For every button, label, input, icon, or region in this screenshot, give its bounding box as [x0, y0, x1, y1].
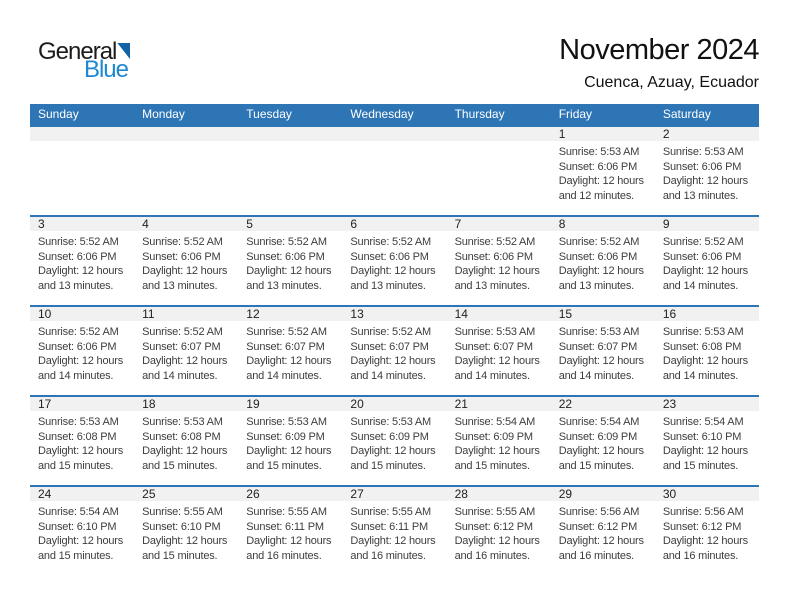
daylight-text-line1: Daylight: 12 hours — [662, 445, 748, 457]
logo-blue-text: Blue — [83, 56, 128, 83]
sunrise-text: Sunrise: 5:56 AM — [662, 506, 744, 518]
day-details — [447, 321, 551, 383]
day-cell — [447, 397, 551, 485]
day-details — [134, 411, 238, 473]
day-cell — [134, 217, 238, 305]
day-cell — [238, 217, 342, 305]
day-number: 4 — [134, 217, 238, 231]
sunrise-text: Sunrise: 5:53 AM — [142, 416, 223, 428]
day-cell — [447, 217, 551, 305]
day-details — [342, 501, 446, 563]
sunrise-text: Sunrise: 5:53 AM — [350, 416, 431, 428]
sunrise-text: Sunrise: 5:55 AM — [246, 506, 327, 518]
day-number: 24 — [30, 487, 134, 501]
sunset-text: Sunset: 6:09 PM — [558, 430, 638, 443]
daylight-text-line2: and 13 minutes. — [38, 279, 114, 292]
day-number: 11 — [134, 307, 238, 321]
day-number: 7 — [447, 217, 551, 231]
day-cell — [342, 397, 446, 485]
day-number: 10 — [30, 307, 134, 321]
day-details — [238, 231, 342, 293]
daylight-text-line2: and 13 minutes. — [558, 279, 634, 292]
daylight-text-line2: and 15 minutes. — [454, 459, 530, 472]
daylight-text-line2: and 14 minutes. — [662, 279, 739, 292]
day-cell — [238, 307, 342, 395]
day-number — [447, 127, 551, 141]
sunrise-text: Sunrise: 5:54 AM — [662, 416, 744, 428]
day-cell — [30, 397, 134, 485]
empty-day-cell — [238, 127, 342, 215]
daylight-text-line1: Daylight: 12 hours — [350, 265, 436, 277]
daylight-text-line2: and 14 minutes. — [38, 369, 114, 382]
sunrise-text: Sunrise: 5:52 AM — [558, 236, 640, 248]
week-row — [30, 485, 759, 575]
day-number: 5 — [238, 217, 342, 231]
day-cell — [551, 307, 655, 395]
sunset-text: Sunset: 6:08 PM — [38, 430, 117, 443]
daylight-text-line1: Daylight: 12 hours — [662, 535, 748, 547]
calendar-table — [30, 104, 759, 575]
sunrise-text: Sunrise: 5:54 AM — [558, 416, 640, 428]
day-cell — [342, 217, 446, 305]
day-details — [655, 411, 759, 473]
daylight-text-line2: and 13 minutes. — [142, 279, 218, 292]
day-cell — [134, 487, 238, 575]
day-number: 28 — [447, 487, 551, 501]
sunset-text: Sunset: 6:06 PM — [558, 250, 638, 263]
week-row — [30, 305, 759, 395]
day-details — [447, 501, 551, 563]
day-cell — [655, 127, 759, 215]
sunrise-text: Sunrise: 5:52 AM — [350, 326, 431, 338]
day-details — [238, 321, 342, 383]
daylight-text-line2: and 15 minutes. — [662, 459, 739, 472]
calendar-weeks — [30, 125, 759, 575]
daylight-text-line1: Daylight: 12 hours — [142, 535, 228, 547]
daylight-text-line1: Daylight: 12 hours — [142, 355, 228, 367]
daylight-text-line2: and 15 minutes. — [558, 459, 634, 472]
day-details — [342, 321, 446, 383]
daylight-text-line1: Daylight: 12 hours — [350, 355, 436, 367]
week-row — [30, 125, 759, 215]
day-number — [30, 127, 134, 141]
daylight-text-line1: Daylight: 12 hours — [38, 445, 124, 457]
sunrise-text: Sunrise: 5:54 AM — [454, 416, 536, 428]
day-cell — [447, 307, 551, 395]
empty-day-cell — [134, 127, 238, 215]
day-number: 22 — [551, 397, 655, 411]
day-details — [655, 501, 759, 563]
day-cell — [551, 127, 655, 215]
sunrise-text: Sunrise: 5:54 AM — [38, 506, 119, 518]
sunset-text: Sunset: 6:06 PM — [38, 250, 117, 263]
daylight-text-line2: and 14 minutes. — [454, 369, 530, 382]
sunrise-text: Sunrise: 5:53 AM — [246, 416, 327, 428]
day-number: 13 — [342, 307, 446, 321]
daylight-text-line2: and 13 minutes. — [246, 279, 322, 292]
daylight-text-line2: and 14 minutes. — [142, 369, 218, 382]
sunset-text: Sunset: 6:09 PM — [454, 430, 533, 443]
sunrise-text: Sunrise: 5:53 AM — [558, 146, 640, 158]
week-row — [30, 395, 759, 485]
daylight-text-line2: and 15 minutes. — [246, 459, 322, 472]
weekday-friday: Friday — [558, 107, 593, 121]
sunset-text: Sunset: 6:06 PM — [38, 340, 117, 353]
daylight-text-line1: Daylight: 12 hours — [38, 355, 124, 367]
day-number: 30 — [655, 487, 759, 501]
day-number: 8 — [551, 217, 655, 231]
sunrise-text: Sunrise: 5:53 AM — [662, 326, 744, 338]
daylight-text-line1: Daylight: 12 hours — [142, 265, 228, 277]
daylight-text-line1: Daylight: 12 hours — [38, 535, 124, 547]
sunset-text: Sunset: 6:07 PM — [558, 340, 638, 353]
daylight-text-line1: Daylight: 12 hours — [142, 445, 228, 457]
daylight-text-line1: Daylight: 12 hours — [662, 265, 748, 277]
daylight-text-line1: Daylight: 12 hours — [246, 445, 332, 457]
daylight-text-line1: Daylight: 12 hours — [662, 355, 748, 367]
day-cell — [342, 487, 446, 575]
weekday-saturday: Saturday — [662, 107, 711, 121]
daylight-text-line2: and 16 minutes. — [558, 549, 634, 562]
daylight-text-line2: and 15 minutes. — [38, 549, 114, 562]
daylight-text-line1: Daylight: 12 hours — [558, 175, 644, 187]
day-details — [551, 231, 655, 293]
day-number: 20 — [342, 397, 446, 411]
weekday-sunday: Sunday — [38, 107, 79, 121]
daylight-text-line2: and 14 minutes. — [558, 369, 634, 382]
day-cell — [134, 397, 238, 485]
daylight-text-line1: Daylight: 12 hours — [558, 445, 644, 457]
day-cell — [655, 217, 759, 305]
day-details — [551, 321, 655, 383]
sunrise-text: Sunrise: 5:55 AM — [350, 506, 431, 518]
weekday-thursday: Thursday — [454, 107, 505, 121]
day-number: 17 — [30, 397, 134, 411]
page-subtitle: Cuenca, Azuay, Ecuador — [584, 74, 759, 91]
sunset-text: Sunset: 6:07 PM — [246, 340, 325, 353]
daylight-text-line2: and 15 minutes. — [142, 459, 218, 472]
day-cell — [551, 397, 655, 485]
day-number — [342, 127, 446, 141]
daylight-text-line1: Daylight: 12 hours — [350, 445, 436, 457]
day-cell — [238, 397, 342, 485]
sunset-text: Sunset: 6:10 PM — [142, 520, 221, 533]
day-details — [30, 411, 134, 473]
daylight-text-line2: and 16 minutes. — [454, 549, 530, 562]
day-number: 26 — [238, 487, 342, 501]
day-number: 25 — [134, 487, 238, 501]
sunset-text: Sunset: 6:06 PM — [558, 160, 638, 173]
day-number — [238, 127, 342, 141]
daylight-text-line2: and 13 minutes. — [454, 279, 530, 292]
sunset-text: Sunset: 6:06 PM — [246, 250, 325, 263]
sunrise-text: Sunrise: 5:53 AM — [558, 326, 640, 338]
sunset-text: Sunset: 6:12 PM — [662, 520, 742, 533]
daylight-text-line1: Daylight: 12 hours — [246, 535, 332, 547]
sunset-text: Sunset: 6:08 PM — [662, 340, 742, 353]
daylight-text-line1: Daylight: 12 hours — [350, 535, 436, 547]
day-number: 27 — [342, 487, 446, 501]
day-details — [342, 231, 446, 293]
day-details — [655, 141, 759, 203]
sunrise-text: Sunrise: 5:52 AM — [454, 236, 536, 248]
daylight-text-line2: and 14 minutes. — [246, 369, 322, 382]
daylight-text-line2: and 12 minutes. — [558, 189, 634, 202]
day-details — [447, 411, 551, 473]
daylight-text-line1: Daylight: 12 hours — [246, 265, 332, 277]
sunset-text: Sunset: 6:12 PM — [454, 520, 533, 533]
sunrise-text: Sunrise: 5:52 AM — [662, 236, 744, 248]
daylight-text-line1: Daylight: 12 hours — [558, 265, 644, 277]
sunset-text: Sunset: 6:07 PM — [142, 340, 221, 353]
sunset-text: Sunset: 6:06 PM — [662, 160, 742, 173]
empty-day-cell — [342, 127, 446, 215]
day-details — [30, 321, 134, 383]
day-cell — [30, 217, 134, 305]
general-blue-logo — [38, 38, 130, 83]
daylight-text-line1: Daylight: 12 hours — [38, 265, 124, 277]
day-number: 19 — [238, 397, 342, 411]
day-number — [134, 127, 238, 141]
daylight-text-line1: Daylight: 12 hours — [662, 175, 748, 187]
daylight-text-line1: Daylight: 12 hours — [558, 535, 644, 547]
title-block — [559, 34, 759, 92]
sunset-text: Sunset: 6:11 PM — [350, 520, 428, 533]
sunrise-text: Sunrise: 5:52 AM — [142, 236, 223, 248]
day-number: 1 — [551, 127, 655, 141]
weekday-tuesday: Tuesday — [246, 107, 292, 121]
daylight-text-line2: and 14 minutes. — [350, 369, 426, 382]
daylight-text-line2: and 15 minutes. — [350, 459, 426, 472]
day-cell — [30, 307, 134, 395]
sunrise-text: Sunrise: 5:52 AM — [350, 236, 431, 248]
day-details — [447, 231, 551, 293]
sunrise-text: Sunrise: 5:52 AM — [246, 236, 327, 248]
day-details — [342, 411, 446, 473]
daylight-text-line1: Daylight: 12 hours — [558, 355, 644, 367]
daylight-text-line2: and 13 minutes. — [350, 279, 426, 292]
page-title: November 2024 — [559, 34, 759, 66]
day-number: 3 — [30, 217, 134, 231]
daylight-text-line2: and 16 minutes. — [246, 549, 322, 562]
sunrise-text: Sunrise: 5:55 AM — [142, 506, 223, 518]
day-cell — [342, 307, 446, 395]
day-details — [238, 411, 342, 473]
day-cell — [655, 487, 759, 575]
sunset-text: Sunset: 6:07 PM — [454, 340, 533, 353]
sunset-text: Sunset: 6:08 PM — [142, 430, 221, 443]
day-details — [551, 501, 655, 563]
daylight-text-line2: and 16 minutes. — [662, 549, 739, 562]
day-number: 6 — [342, 217, 446, 231]
empty-day-cell — [447, 127, 551, 215]
daylight-text-line2: and 15 minutes. — [142, 549, 218, 562]
day-cell — [655, 397, 759, 485]
sunrise-text: Sunrise: 5:53 AM — [662, 146, 744, 158]
sunrise-text: Sunrise: 5:53 AM — [38, 416, 119, 428]
sunset-text: Sunset: 6:06 PM — [454, 250, 533, 263]
day-cell — [551, 487, 655, 575]
day-cell — [655, 307, 759, 395]
day-cell — [447, 487, 551, 575]
day-details — [551, 411, 655, 473]
day-number: 9 — [655, 217, 759, 231]
day-details — [30, 501, 134, 563]
day-number: 14 — [447, 307, 551, 321]
weekday-wednesday: Wednesday — [350, 107, 414, 121]
empty-day-cell — [30, 127, 134, 215]
day-number: 29 — [551, 487, 655, 501]
daylight-text-line2: and 14 minutes. — [662, 369, 739, 382]
weekday-header-row — [30, 104, 759, 125]
day-number: 16 — [655, 307, 759, 321]
sunrise-text: Sunrise: 5:52 AM — [246, 326, 327, 338]
daylight-text-line1: Daylight: 12 hours — [246, 355, 332, 367]
daylight-text-line1: Daylight: 12 hours — [454, 535, 540, 547]
day-number: 18 — [134, 397, 238, 411]
sunset-text: Sunset: 6:09 PM — [350, 430, 429, 443]
sunrise-text: Sunrise: 5:52 AM — [38, 236, 119, 248]
sunset-text: Sunset: 6:09 PM — [246, 430, 325, 443]
sunset-text: Sunset: 6:11 PM — [246, 520, 324, 533]
daylight-text-line1: Daylight: 12 hours — [454, 445, 540, 457]
sunrise-text: Sunrise: 5:52 AM — [142, 326, 223, 338]
sunset-text: Sunset: 6:06 PM — [350, 250, 429, 263]
day-cell — [134, 307, 238, 395]
day-details — [238, 501, 342, 563]
day-details — [134, 231, 238, 293]
sunrise-text: Sunrise: 5:55 AM — [454, 506, 536, 518]
sunset-text: Sunset: 6:10 PM — [38, 520, 117, 533]
day-details — [134, 321, 238, 383]
day-cell — [30, 487, 134, 575]
daylight-text-line1: Daylight: 12 hours — [454, 355, 540, 367]
daylight-text-line2: and 15 minutes. — [38, 459, 114, 472]
sunset-text: Sunset: 6:06 PM — [142, 250, 221, 263]
logo-general-text: General — [38, 38, 117, 65]
day-cell — [238, 487, 342, 575]
day-number: 2 — [655, 127, 759, 141]
sunset-text: Sunset: 6:12 PM — [558, 520, 638, 533]
day-details — [30, 231, 134, 293]
sunrise-text: Sunrise: 5:52 AM — [38, 326, 119, 338]
sunrise-text: Sunrise: 5:56 AM — [558, 506, 640, 518]
sunrise-text: Sunrise: 5:53 AM — [454, 326, 536, 338]
day-details — [134, 501, 238, 563]
weekday-monday: Monday — [142, 107, 185, 121]
daylight-text-line2: and 13 minutes. — [662, 189, 739, 202]
daylight-text-line1: Daylight: 12 hours — [454, 265, 540, 277]
day-number: 23 — [655, 397, 759, 411]
sunset-text: Sunset: 6:10 PM — [662, 430, 742, 443]
day-details — [655, 321, 759, 383]
sunset-text: Sunset: 6:06 PM — [662, 250, 742, 263]
day-details — [655, 231, 759, 293]
sunset-text: Sunset: 6:07 PM — [350, 340, 429, 353]
day-number: 15 — [551, 307, 655, 321]
daylight-text-line2: and 16 minutes. — [350, 549, 426, 562]
day-number: 21 — [447, 397, 551, 411]
day-details — [551, 141, 655, 203]
day-number: 12 — [238, 307, 342, 321]
day-cell — [551, 217, 655, 305]
week-row — [30, 215, 759, 305]
